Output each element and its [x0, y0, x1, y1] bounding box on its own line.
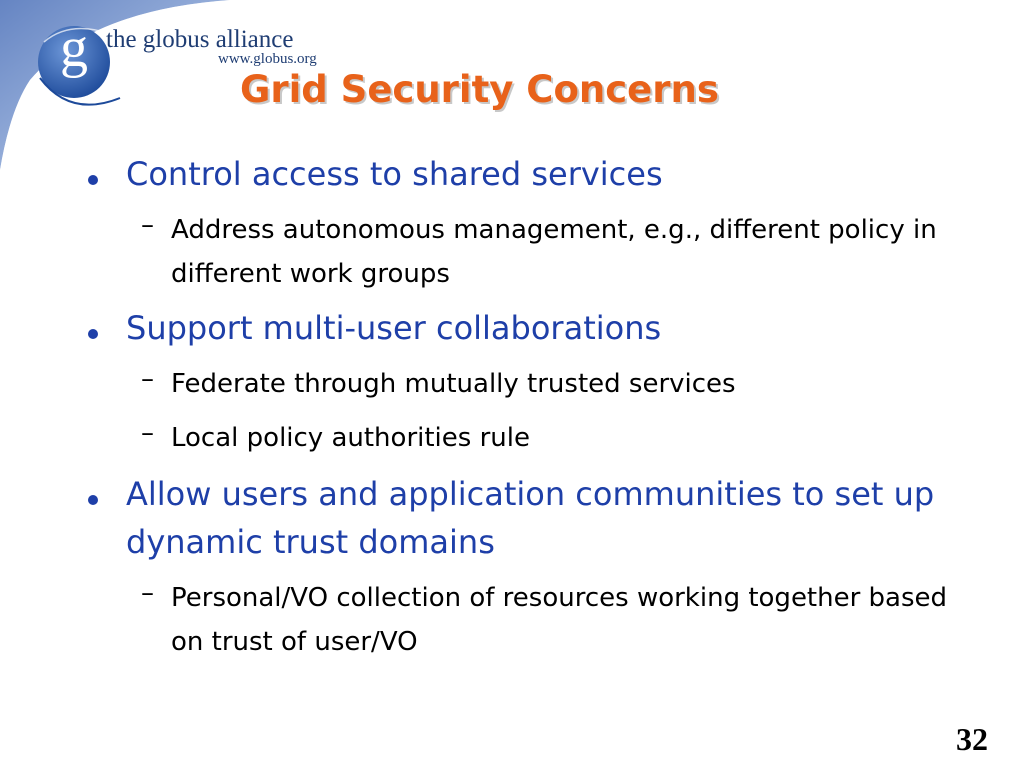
dash-icon: –	[141, 578, 154, 608]
slide-title: Grid Security Concerns	[240, 68, 719, 111]
bullet-item: Allow users and application communities to set up dynamic trust domains	[126, 475, 935, 561]
sub-bullet-item: Federate through mutually trusted services	[171, 369, 736, 399]
dash-icon: –	[141, 364, 154, 394]
dash-icon: –	[141, 418, 154, 448]
page-number: 32	[956, 721, 988, 757]
sub-bullet-item: Local policy authorities rule	[171, 423, 530, 453]
sub-bullet-item: Personal/VO collection of resources working together based on trust of user/VO	[171, 583, 948, 657]
bullet-dot-icon	[88, 329, 98, 339]
bullet-dot-icon	[88, 175, 98, 185]
logo-name: the globus alliance	[106, 26, 294, 53]
logo-url: www.globus.org	[218, 51, 317, 67]
logo-letter: g	[60, 17, 88, 79]
bullet-item: Control access to shared services	[126, 155, 663, 193]
dash-icon: –	[141, 210, 154, 240]
bullet-item: Support multi-user collaborations	[126, 309, 662, 347]
bullet-dot-icon	[88, 495, 98, 505]
sub-bullet-item: Address autonomous management, e.g., different policy in different work groups	[171, 215, 937, 289]
